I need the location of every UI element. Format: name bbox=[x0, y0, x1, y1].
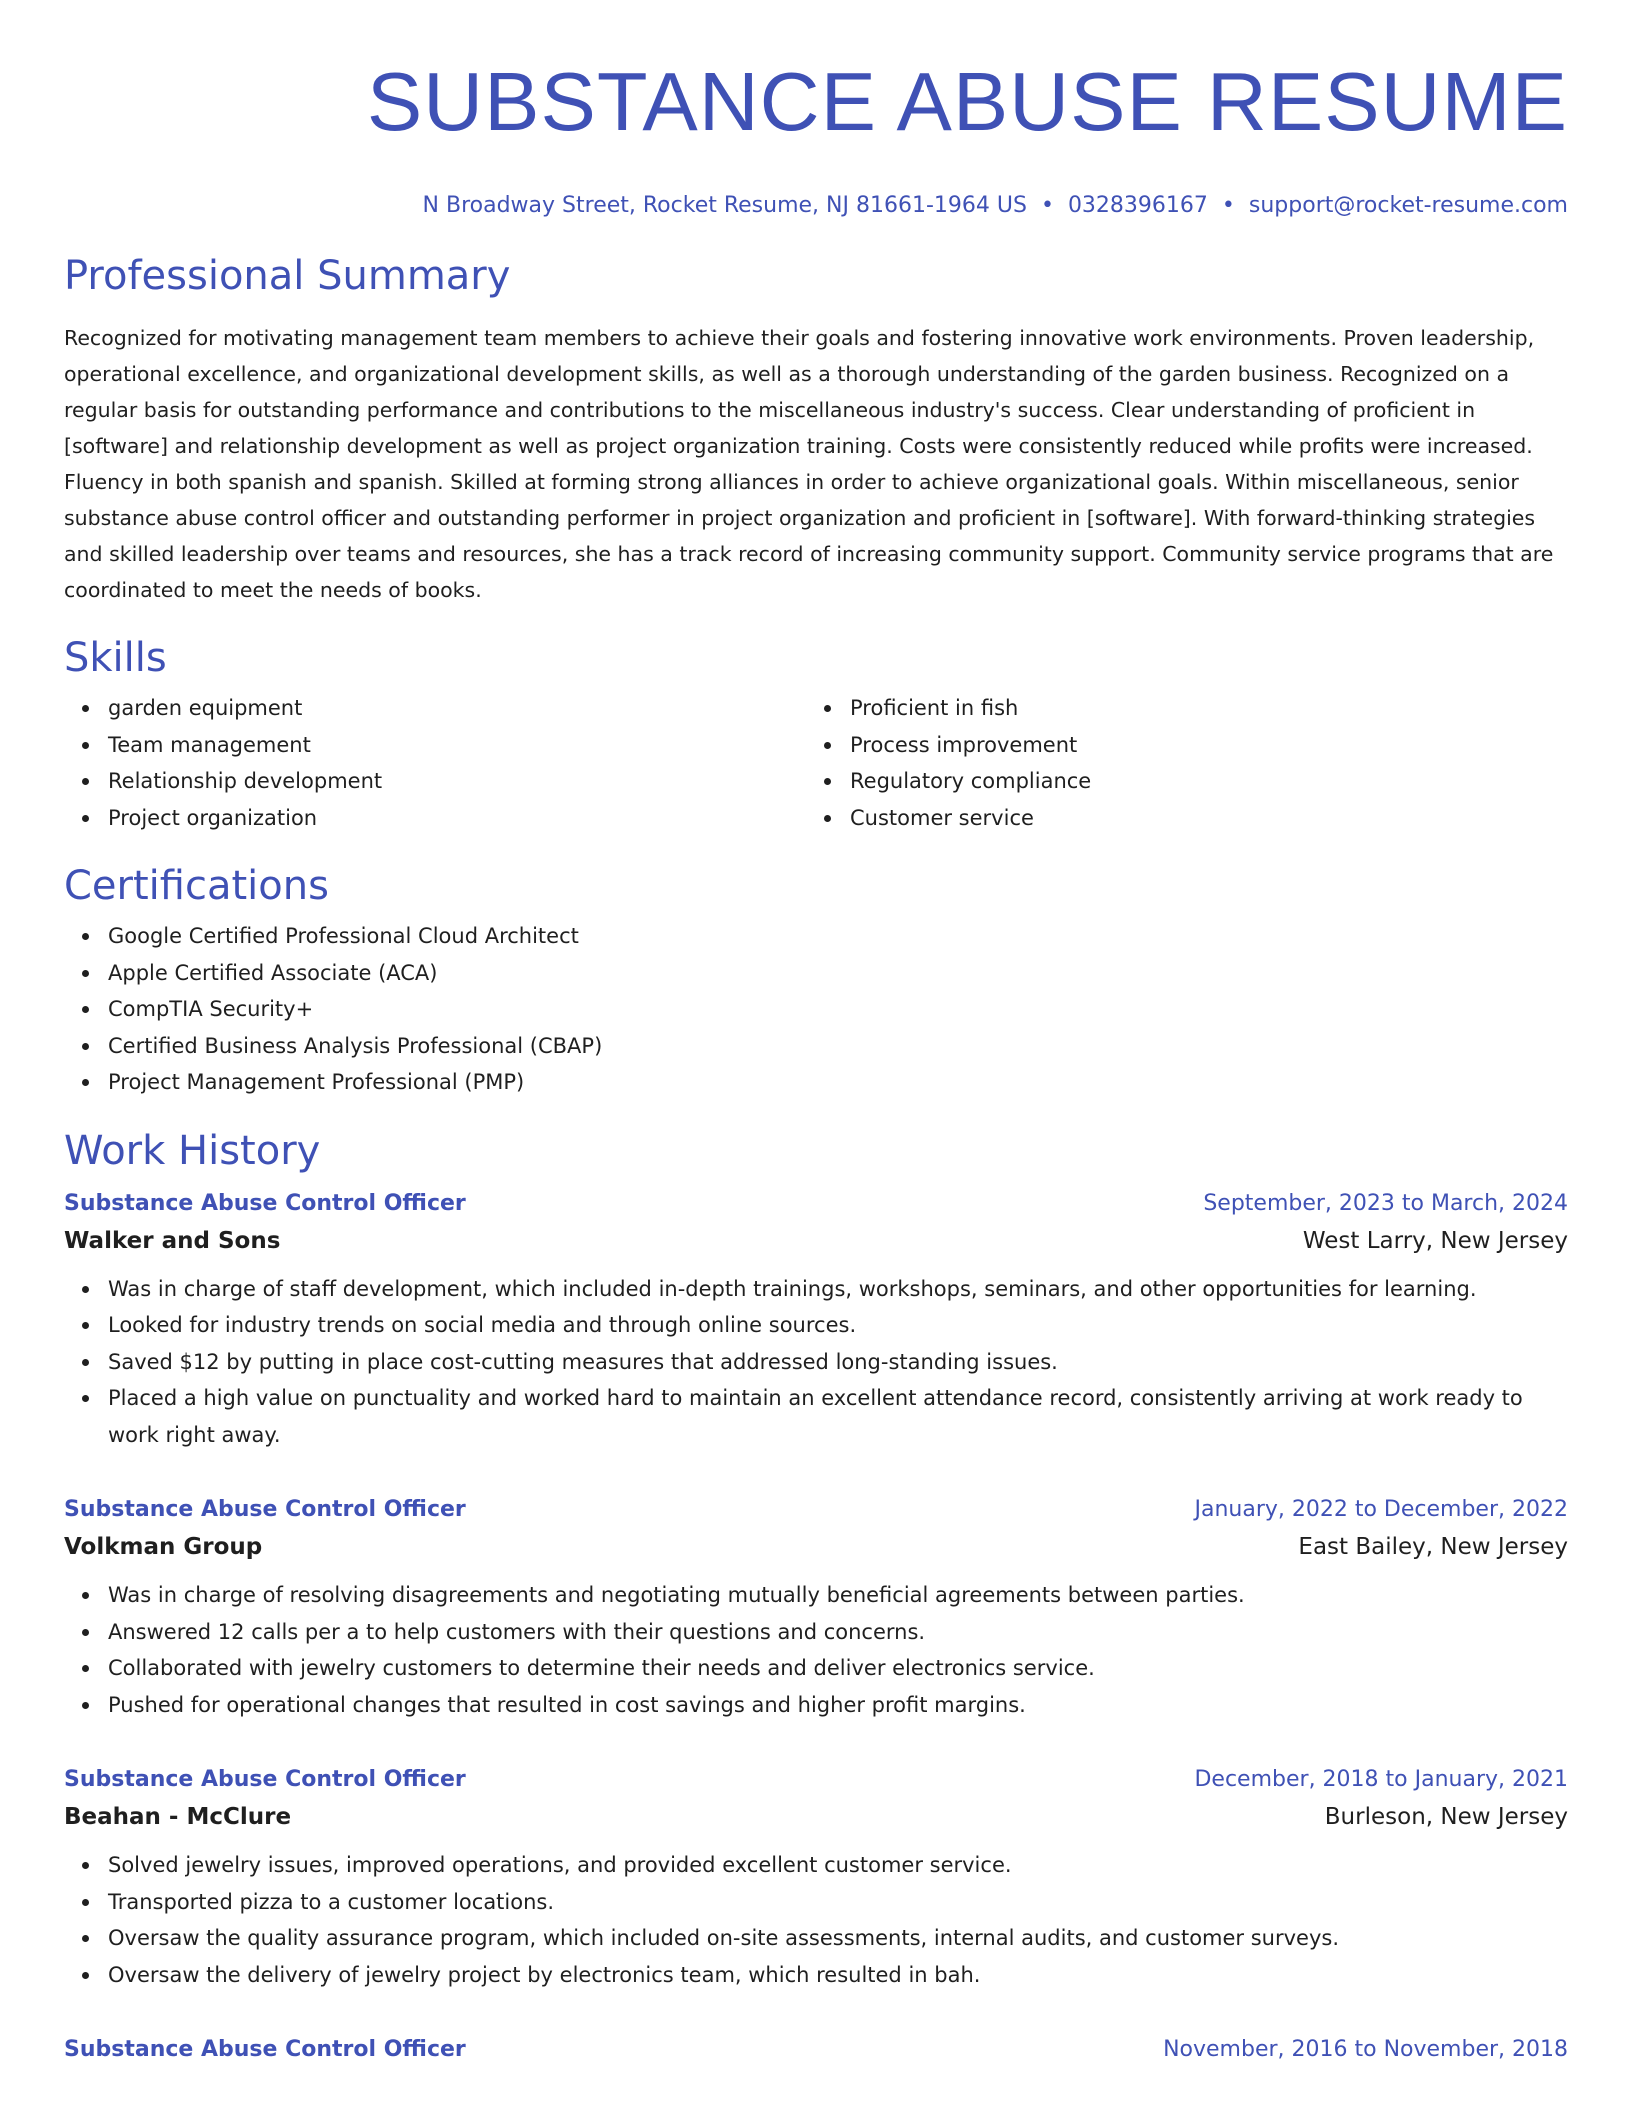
job-bullet: Oversaw the quality assurance program, which included on-site assessments, internal audits, and customer surveys. bbox=[64, 1920, 1568, 1957]
certification-item: Google Certified Professional Cloud Architect bbox=[64, 918, 1568, 955]
skill-item: Process improvement bbox=[806, 727, 1566, 764]
job-title: Substance Abuse Control Officer bbox=[64, 2037, 466, 2062]
job-dates: September, 2023 to March, 2024 bbox=[1203, 1190, 1568, 1216]
job-bullet: Transported pizza to a customer locations. bbox=[64, 1884, 1568, 1921]
job-entry bbox=[64, 1763, 1568, 1993]
skill-item: Regulatory compliance bbox=[806, 763, 1566, 800]
skill-item: Proficient in fish bbox=[806, 690, 1566, 727]
job-title-row bbox=[64, 1493, 1568, 1527]
job-bullet: Saved $12 by putting in place cost-cutting measures that addressed long-standing issues. bbox=[64, 1344, 1568, 1381]
job-location: West Larry, New Jersey bbox=[1302, 1227, 1568, 1254]
job-entry bbox=[64, 2033, 1568, 2067]
job-bullets bbox=[64, 1577, 1568, 1723]
resume-title: SUBSTANCE ABUSE RESUME bbox=[366, 55, 1568, 148]
job-location: Burleson, New Jersey bbox=[1324, 1804, 1568, 1830]
certification-item: Project Management Professional (PMP) bbox=[64, 1064, 1568, 1101]
skill-item: Customer service bbox=[806, 800, 1566, 837]
summary-section bbox=[64, 252, 1568, 608]
job-bullet: Placed a high value on punctuality and worked hard to maintain an excellent attendance record, consistently arriving at work ready to work right away. bbox=[64, 1380, 1568, 1453]
job-dates: January, 2022 to December, 2022 bbox=[1194, 1497, 1568, 1522]
job-title: Substance Abuse Control Officer bbox=[64, 1767, 466, 1792]
job-entry bbox=[64, 1187, 1568, 1454]
job-company-row bbox=[64, 1527, 1568, 1567]
contact-line bbox=[64, 192, 1568, 220]
skill-item: Relationship development bbox=[64, 763, 806, 800]
job-bullet: Was in charge of staff development, which included in-depth trainings, workshops, seminars, and other opportunities for learning. bbox=[64, 1271, 1568, 1308]
skill-item: Project organization bbox=[64, 800, 806, 837]
job-title-row bbox=[64, 1187, 1568, 1221]
job-bullet: Looked for industry trends on social media and through online sources. bbox=[64, 1307, 1568, 1344]
skills-list-left bbox=[64, 690, 806, 836]
job-entry bbox=[64, 1493, 1568, 1723]
contact-address: N Broadway Street, Rocket Resume, NJ 81661-1964 US bbox=[422, 193, 1027, 218]
job-bullet: Oversaw the delivery of jewelry project by electronics team, which resulted in bah. bbox=[64, 1957, 1568, 1994]
skills-list-right bbox=[806, 690, 1566, 836]
job-bullets bbox=[64, 1271, 1568, 1454]
certification-item: Certified Business Analysis Professional (CBAP) bbox=[64, 1028, 1568, 1065]
certifications-section bbox=[64, 862, 1568, 1101]
job-title: Substance Abuse Control Officer bbox=[64, 1190, 466, 1216]
certifications-heading: Certifications bbox=[64, 863, 329, 909]
skills-columns bbox=[64, 690, 1568, 836]
job-dates: December, 2018 to January, 2021 bbox=[1194, 1767, 1568, 1792]
job-location: East Bailey, New Jersey bbox=[1298, 1534, 1568, 1560]
contact-separator: • bbox=[1221, 193, 1235, 218]
job-company: Walker and Sons bbox=[64, 1227, 281, 1254]
skill-item: garden equipment bbox=[64, 690, 806, 727]
job-bullet: Solved jewelry issues, improved operations, and provided excellent customer service. bbox=[64, 1847, 1568, 1884]
work-history-section bbox=[64, 1127, 1568, 2068]
work-history-heading: Work History bbox=[64, 1127, 321, 1174]
job-title: Substance Abuse Control Officer bbox=[64, 1497, 466, 1522]
skills-section bbox=[64, 634, 1568, 836]
job-title-row bbox=[64, 2033, 1568, 2067]
job-company-row bbox=[64, 1221, 1568, 1261]
job-bullet: Answered 12 calls per a to help customers with their questions and concerns. bbox=[64, 1614, 1568, 1651]
contact-email: support@rocket-resume.com bbox=[1248, 193, 1568, 218]
job-company: Beahan - McClure bbox=[64, 1804, 292, 1830]
job-bullet: Was in charge of resolving disagreements and negotiating mutually beneficial agreements between parties. bbox=[64, 1577, 1568, 1614]
job-bullet: Collaborated with jewelry customers to determine their needs and deliver electronics service. bbox=[64, 1650, 1568, 1687]
certification-item: CompTIA Security+ bbox=[64, 991, 1568, 1028]
job-company-row bbox=[64, 1797, 1568, 1837]
summary-text: Recognized for motivating management team members to achieve their goals and fostering innovative work environments. Proven leadership, operational excellence, and organizational development skills, as well as a thorough understanding of the garden business. Recognized on a regular basis for outstanding performance and contributions to the miscellaneous industry's success. Clear understanding of proficient in [software] and relationship development as well as project organization training. Costs were consistently reduced while profits were increased. Fluency in both spanish and spanish. Skilled at forming strong alliances in order to achieve organizational goals. Within miscellaneous, senior substance abuse control officer and outstanding performer in project organization and proficient in [software]. With forward-thinking strategies and skilled leadership over teams and resources, she has a track record of increasing community support. Community service programs that are coordinated to meet the needs of books. bbox=[64, 326, 1554, 602]
job-title-row bbox=[64, 1763, 1568, 1797]
contact-separator: • bbox=[1040, 193, 1054, 218]
certifications-list bbox=[64, 918, 1568, 1101]
job-company: Volkman Group bbox=[64, 1534, 263, 1560]
resume-header bbox=[64, 0, 1568, 220]
job-bullet: Pushed for operational changes that resulted in cost savings and higher profit margins. bbox=[64, 1687, 1568, 1724]
skills-heading: Skills bbox=[64, 635, 167, 681]
job-bullets bbox=[64, 1847, 1568, 1993]
contact-phone: 0328396167 bbox=[1067, 193, 1208, 218]
skill-item: Team management bbox=[64, 727, 806, 764]
summary-heading: Professional Summary bbox=[64, 253, 511, 299]
job-dates: November, 2016 to November, 2018 bbox=[1163, 2037, 1568, 2062]
certification-item: Apple Certified Associate (ACA) bbox=[64, 955, 1568, 992]
